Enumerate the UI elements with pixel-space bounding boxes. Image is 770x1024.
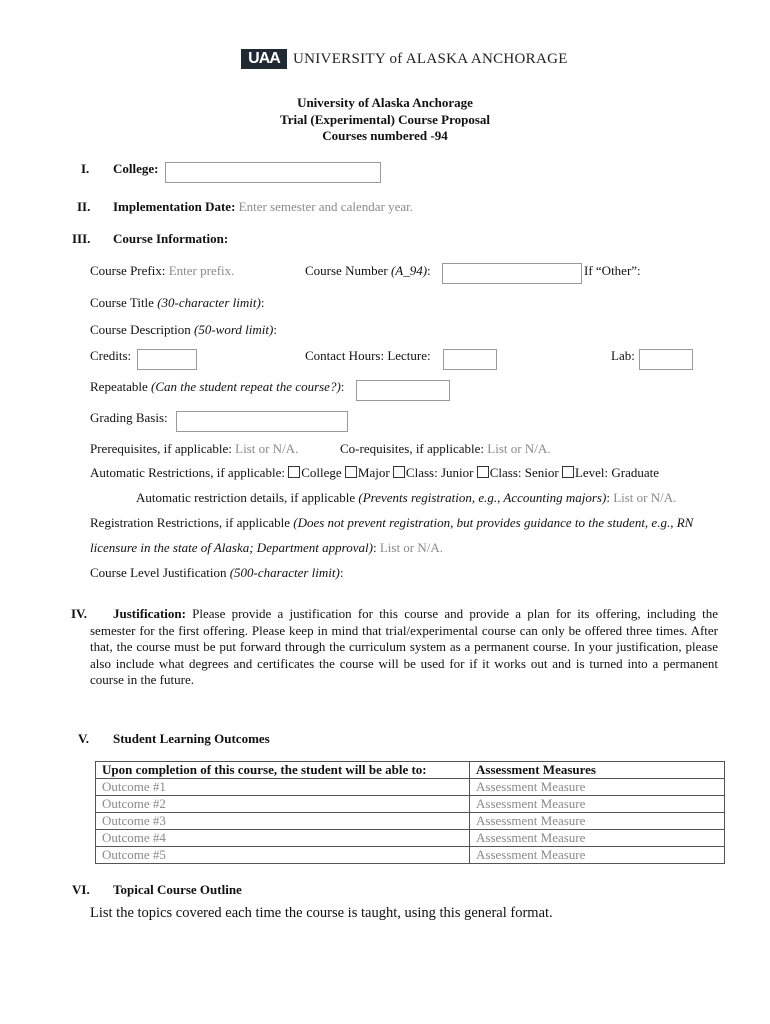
grading-basis-label: Grading Basis: [90, 410, 168, 425]
course-number-label: Course Number [305, 263, 388, 278]
checkbox-level-graduate[interactable]: Level: Graduate [562, 465, 659, 480]
assessment-field[interactable]: Assessment Measure [470, 813, 725, 830]
table-row [96, 830, 725, 847]
lecture-hours-field[interactable] [443, 349, 497, 370]
justification-label: Justification: [113, 606, 186, 621]
credits-field[interactable] [137, 349, 197, 370]
topical-outline-heading: Topical Course Outline [113, 882, 242, 897]
table-header-row [96, 762, 725, 779]
grading-basis-field[interactable] [176, 411, 348, 432]
section-2-number: II. [77, 199, 91, 214]
repeatable-hint: (Can the student repeat the course?) [151, 379, 341, 394]
course-prefix-field[interactable]: Enter prefix. [168, 263, 235, 278]
section-1-number: I. [81, 161, 90, 176]
outcome-field[interactable]: Outcome #2 [96, 796, 470, 813]
course-level-hint: (500-character limit) [229, 565, 340, 580]
doc-title-form: Trial (Experimental) Course Proposal [279, 112, 491, 127]
auto-restrictions-label: Automatic Restrictions, if applicable: [90, 465, 285, 480]
checkbox-class-senior[interactable]: Class: Senior [477, 465, 559, 480]
checkbox-major[interactable]: Major [345, 465, 390, 480]
assessment-field[interactable]: Assessment Measure [470, 796, 725, 813]
justification-text: Please provide a justification for this course and provide a plan for its offering, including the semester for the first offering. Please keep in mind that trial/experimental course can only be offered three times. After that, the course must be put forward through the curriculum system as a permanent course. In your justification, please also include what degrees and certificates the course will be used for if it works out and is turned into a permanent course in the future. [90, 606, 718, 687]
corequisites-field[interactable]: List or N/A. [487, 441, 551, 456]
section-3-number: III. [72, 231, 91, 246]
doc-title-institution: University of Alaska Anchorage [297, 95, 473, 110]
prerequisites-field[interactable]: List or N/A. [235, 441, 299, 456]
assessment-field[interactable]: Assessment Measure [470, 779, 725, 796]
lab-label: Lab: [611, 348, 635, 363]
course-prefix-label: Course Prefix: [90, 263, 166, 278]
checkbox-icon [562, 466, 574, 478]
doc-title-courses: Courses numbered -94 [322, 128, 448, 143]
checkbox-icon [288, 466, 300, 478]
outcome-field[interactable]: Outcome #4 [96, 830, 470, 847]
implementation-date-field[interactable]: Enter semester and calendar year. [238, 199, 413, 214]
lab-hours-field[interactable] [639, 349, 693, 370]
table-row [96, 813, 725, 830]
course-title-hint: (30-character limit) [157, 295, 261, 310]
uaa-logo [241, 49, 568, 69]
repeatable-label: Repeatable [90, 379, 148, 394]
course-description-label: Course Description [90, 322, 191, 337]
table-row [96, 847, 725, 864]
college-label: College: [113, 161, 159, 176]
outcome-field[interactable]: Outcome #3 [96, 813, 470, 830]
checkbox-icon [477, 466, 489, 478]
repeatable-field[interactable] [356, 380, 450, 401]
registration-restrictions-label: Registration Restrictions, if applicable [90, 515, 291, 530]
table-row [96, 779, 725, 796]
registration-restrictions-hint-1: (Does not prevent registration, but provides guidance to the student, e.g., RN [293, 515, 694, 530]
auto-details-field[interactable]: List or N/A. [613, 490, 677, 505]
corequisites-label: Co-requisites, if applicable: [340, 441, 485, 456]
registration-restrictions-field[interactable]: List or N/A. [379, 540, 444, 555]
course-number-hint: (A_94) [390, 263, 428, 278]
auto-details-label: Automatic restriction details, if applicable [136, 490, 356, 505]
topical-outline-text: List the topics covered each time the course is taught, using this general format. [90, 905, 553, 921]
section-5-number: V. [78, 731, 89, 746]
assessment-field[interactable]: Assessment Measure [470, 830, 725, 847]
course-number-field[interactable] [442, 263, 582, 284]
lecture-label: : Lecture: [380, 348, 431, 363]
credits-label: Credits: [90, 348, 132, 363]
registration-restrictions-hint-2: licensure in the state of Alaska; Department approval) [90, 540, 373, 555]
checkbox-college[interactable]: College [288, 465, 341, 480]
justification-paragraph [90, 606, 718, 689]
college-field[interactable] [165, 162, 381, 183]
logo-text: UNIVERSITY of ALASKA ANCHORAGE [293, 50, 568, 67]
slo-outcome-header: Upon completion of this course, the student will be able to: [96, 762, 470, 779]
checkbox-icon [345, 466, 357, 478]
course-info-heading: Course Information: [113, 231, 229, 246]
table-row [96, 796, 725, 813]
section-6-number: VI. [72, 882, 90, 897]
prerequisites-label: Prerequisites, if applicable: [90, 441, 232, 456]
section-4-number: IV. [71, 606, 88, 621]
checkbox-class-junior[interactable]: Class: Junior [393, 465, 474, 480]
implementation-date-label: Implementation Date: [113, 199, 236, 214]
course-description-hint: (50-word limit) [193, 322, 274, 337]
course-title-label: Course Title [90, 295, 154, 310]
assessment-field[interactable]: Assessment Measure [470, 847, 725, 864]
slo-table [95, 761, 725, 864]
other-label: If “Other”: [584, 263, 641, 278]
outcome-field[interactable]: Outcome #1 [96, 779, 470, 796]
auto-details-hint: (Prevents registration, e.g., Accounting majors) [358, 490, 607, 505]
course-level-label: Course Level Justification [90, 565, 227, 580]
contact-hours-label: Contact Hours [305, 348, 381, 363]
slo-heading: Student Learning Outcomes [113, 731, 270, 746]
logo-mark: UAA [241, 49, 287, 69]
slo-assessment-header: Assessment Measures [470, 762, 725, 779]
checkbox-icon [393, 466, 405, 478]
outcome-field[interactable]: Outcome #5 [96, 847, 470, 864]
